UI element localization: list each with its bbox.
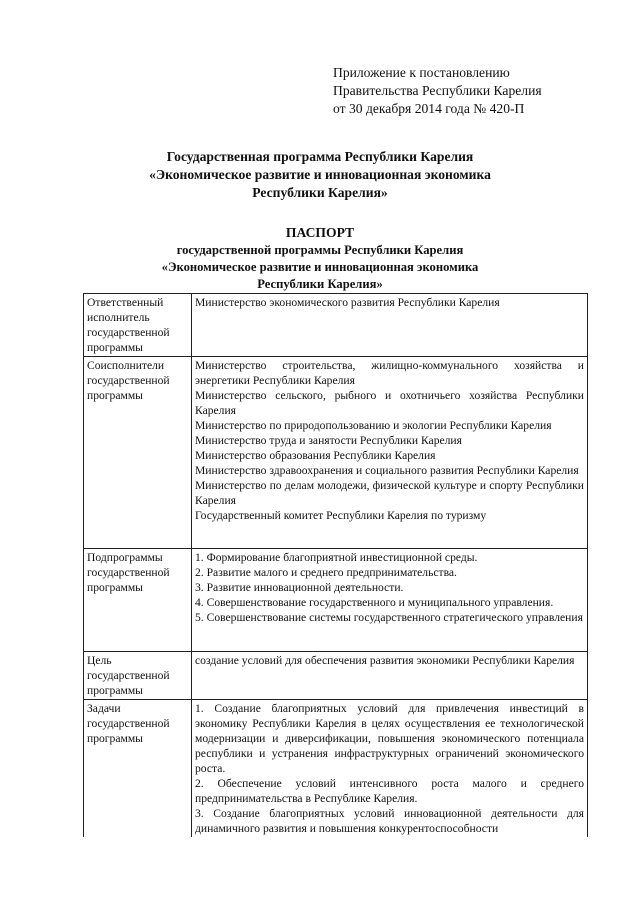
row-value bbox=[192, 549, 588, 652]
passport-table-body bbox=[84, 294, 588, 838]
table-row bbox=[84, 357, 588, 549]
row-value bbox=[192, 294, 588, 357]
row-label: Задачи государственной программы bbox=[84, 700, 192, 838]
row-value-item: создание условий для обеспечения развития экономики Республики Карелия bbox=[195, 654, 575, 667]
row-label: Соисполнители государственной программы bbox=[84, 357, 192, 549]
row-value bbox=[192, 652, 588, 700]
row-value-item: 2. Развитие малого и среднего предпринимательства. bbox=[195, 566, 457, 579]
row-value-item: 5. Совершенствование системы государственного стратегического управления bbox=[195, 611, 583, 624]
passport-title-line-2: государственной программы Республики Карелия bbox=[176, 243, 464, 257]
row-value-item: 3. Создание благоприятных условий инновационной деятельности для динамичного развития и повышения конкурентоспособности bbox=[195, 807, 584, 835]
row-value-item: Министерство экономического развития Республики Карелия bbox=[195, 296, 500, 309]
row-value-item: Министерство сельского, рыбного и охотничьего хозяйства Республики Карелия bbox=[195, 389, 584, 417]
row-label: Подпрограммы государственной программы bbox=[84, 549, 192, 652]
row-value-item: 3. Развитие инновационной деятельности. bbox=[195, 581, 404, 594]
program-title-line-2: «Экономическое развитие и инновационная экономика bbox=[149, 167, 491, 182]
table-row bbox=[84, 294, 588, 357]
attachment-line-3: от 30 декабря 2014 года № 420-П bbox=[333, 101, 525, 116]
table-row bbox=[84, 652, 588, 700]
row-label: Ответственный исполнитель государственной программы bbox=[84, 294, 192, 357]
row-value-item: 2. Обеспечение условий интенсивного роста малого и среднего предпринимательства в Республике Карелия. bbox=[195, 777, 584, 805]
row-value-item: Министерство строительства, жилищно-коммунального хозяйства и энергетики Республики Карелия bbox=[195, 359, 584, 387]
attachment-line-1: Приложение к постановлению bbox=[333, 65, 510, 80]
row-value-item: Государственный комитет Республики Карелия по туризму bbox=[195, 509, 487, 522]
row-label: Цель государственной программы bbox=[84, 652, 192, 700]
table-row bbox=[84, 549, 588, 652]
passport-table bbox=[83, 293, 588, 837]
row-value-item: 1. Формирование благоприятной инвестиционной среды. bbox=[195, 551, 478, 564]
row-value-item: Министерство по природопользованию и экологии Республики Карелия bbox=[195, 419, 552, 432]
program-title bbox=[0, 148, 640, 202]
row-value bbox=[192, 700, 588, 838]
passport-title-line-3: «Экономическое развитие и инновационная экономика bbox=[161, 260, 479, 274]
program-title-line-3: Республики Карелия» bbox=[252, 185, 388, 200]
attachment-line-2: Правительства Республики Карелия bbox=[333, 83, 542, 98]
table-row bbox=[84, 700, 588, 838]
passport-title bbox=[0, 224, 640, 293]
program-title-line-1: Государственная программа Республики Карелия bbox=[166, 149, 474, 164]
passport-title-line-4: Республики Карелия» bbox=[257, 277, 383, 291]
row-value-item: 4. Совершенствование государственного и муниципального управления. bbox=[195, 596, 554, 609]
row-value bbox=[192, 357, 588, 549]
passport-title-line-1: ПАСПОРТ bbox=[285, 225, 355, 240]
row-value-item: Министерство труда и занятости Республики Карелия bbox=[195, 434, 462, 447]
attachment-note bbox=[333, 64, 623, 118]
row-value-item: Министерство по делам молодежи, физической культуре и спорту Республики Карелия bbox=[195, 479, 584, 507]
row-value-item: Министерство образования Республики Карелия bbox=[195, 449, 436, 462]
row-value-item: Министерство здравоохранения и социального развития Республики Карелия bbox=[195, 464, 579, 477]
row-value-item: 1. Создание благоприятных условий для привлечения инвестиций в экономику Республики Карелия в целях осуществления ее технологической модернизации и диверсификации, повышения экономического потенциала республики и устранения инфраструктурных ограничений экономического роста. bbox=[195, 702, 584, 775]
